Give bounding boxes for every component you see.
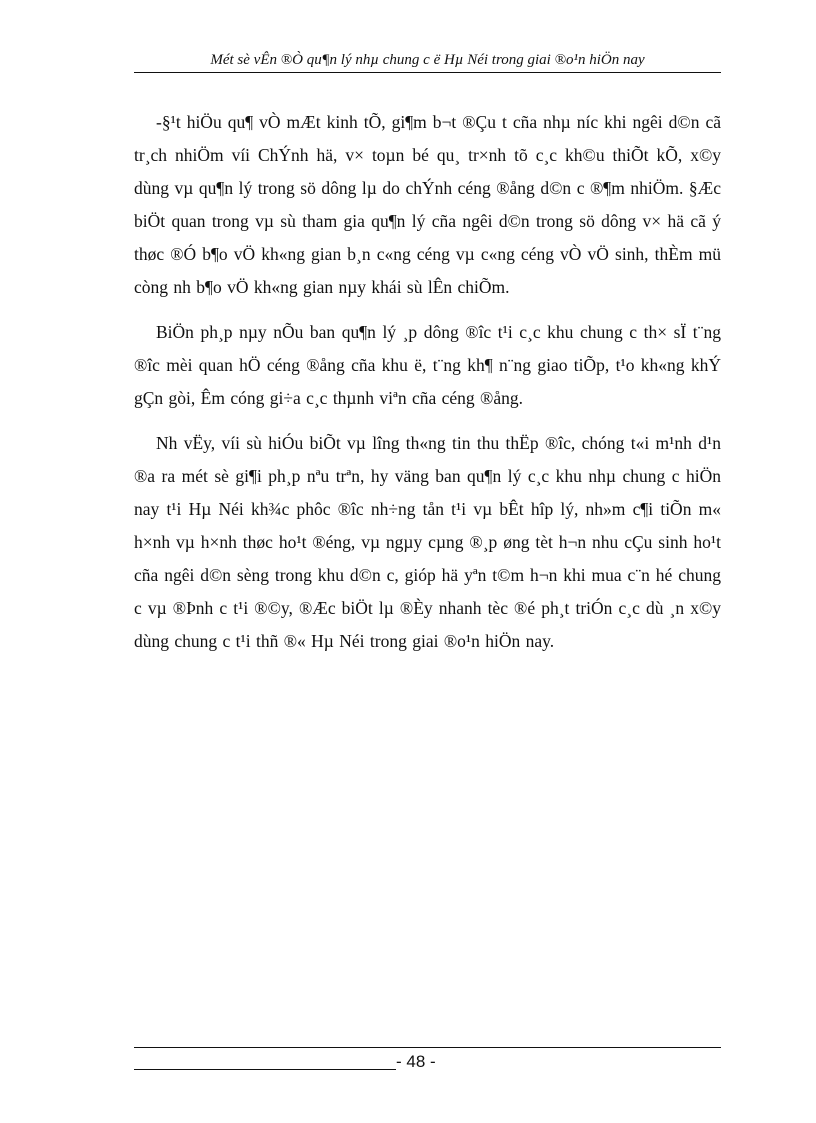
footer-underline — [134, 1069, 396, 1070]
paragraph-3: Nh vËy, víi sù hiÓu biÕt vµ lîng th«ng tin thu thËp ®îc, chóng t«i m¹nh d¹n ®a ra mét sè gi¶i ph¸p nªu trªn, hy väng ban qu¶n lý c¸c khu nhµ chung c hiÖn nay t¹i Hµ Néi kh¾c phôc ®îc nh÷ng tån t¹i vµ bÊt hîp lý, nh»m c¶i tiÕn m« h×nh vµ h×nh thøc ho¹t ®éng, vµ ngµy cµng ®¸p øng tèt h¬n nhu cÇu sinh ho¹t cña ngêi d©n sèng trong khu d©n c, gióp hä yªn t©m h¬n khi mua c¨n hé chung c vµ ®Þnh c t¹i ®©y, ®Æc biÖt lµ ®Èy nhanh tèc ®é ph¸t triÓn c¸c dù ¸n x©y dùng chung c t¹i thñ ®« Hµ Néi trong giai ®o¹n hiÖn nay. — [134, 433, 721, 651]
page-number: - 48 - — [396, 1052, 436, 1071]
header-rule — [134, 72, 721, 73]
paragraph-2: BiÖn ph¸p nµy nÕu ban qu¶n lý ¸p dông ®îc t¹i c¸c khu chung c th× sÏ t¨ng ®îc mèi quan hÖ céng ®ång cña khu ë, t¨ng kh¶ n¨ng giao tiÕp, t¹o kh«ng khÝ gÇn gòi, Êm cóng gi÷a c¸c thµnh viªn cña céng ®ång. — [134, 322, 721, 408]
footer-rule — [134, 1047, 721, 1048]
paragraph-1: -§¹t hiÖu qu¶ vÒ mÆt kinh tÕ, gi¶m b¬t ®Çu t cña nhµ níc khi ngêi d©n cã tr¸ch nhiÖm víi ChÝnh hä, v× toµn bé qu¸ tr×nh tõ c¸c kh©u thiÕt kÕ, x©y dùng vµ qu¶n lý trong sö dông lµ do chÝnh céng ®ång d©n c ®¶m nhiÖm. §Æc biÖt quan trong vµ sù tham gia qu¶n lý cña ngêi d©n trong sö dông v× hä cã ý thøc ®Ó b¶o vÖ kh«ng gian b¸n c«ng céng vµ c«ng céng vÒ vÖ sinh, thÈm mü còng nh b¶o vÖ kh«ng gian nµy khái sù lÊn chiÕm. — [134, 112, 721, 297]
body-text — [134, 106, 721, 670]
running-header: Mét sè vÊn ®Ò qu¶n lý nhµ chung c ë Hµ Néi trong giai ®o¹n hiÖn nay — [210, 52, 645, 68]
